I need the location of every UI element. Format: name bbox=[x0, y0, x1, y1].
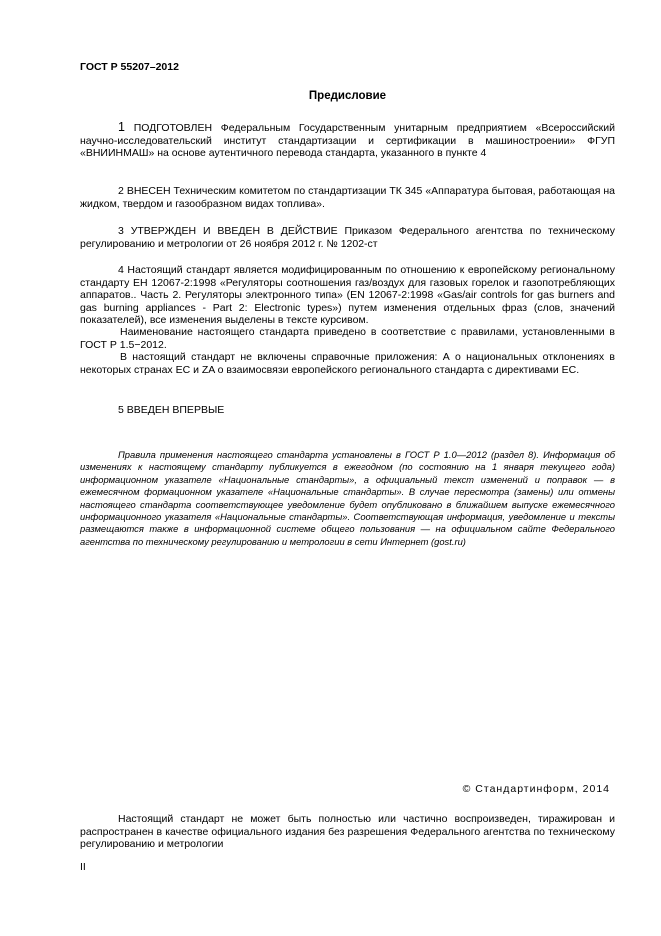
item-4-annex: В настоящий стандарт не включены справочные приложения: А о национальных отклонениях в некоторых странах ЕС и ZA о взаимосвязи европейского регионального стандарта с директивами ЕС. bbox=[80, 351, 615, 376]
item-5-text: ВВЕДЕН ВПЕРВЫЕ bbox=[123, 404, 225, 416]
item-5 bbox=[80, 404, 615, 417]
item-4-naming: Наименование настоящего стандарта приведено в соответствие с правилами, установленными в ГОСТ Р 1.5−2012. bbox=[80, 326, 615, 351]
rights-statement: Настоящий стандарт не может быть полностью или частично воспроизведен, тиражирован и распространен в качестве официального издания без разрешения Федерального агентства по техническому регулированию и метрологии bbox=[80, 813, 615, 851]
usage-notice: Правила применения настоящего стандарта установлены в ГОСТ Р 1.0—2012 (раздел 8). Информация об изменениях к настоящему стандарту публикуется в ежегодном (по состоянию на 1 января текущего года) информационном указателе «Национальные стандарты», а официальный текст изменений и поправок — в ежемесячном формационном указателе «Национальные стандарты». В случае пересмотра (замены) или отмены настоящего стандарта соответствующее уведомление будет опубликовано в ближайшем выпуске ежемесячного информационного указателя «Национальные стандарты». Соответствующая информация, уведомление и тексты размещаются также в информационной системе общего пользования — на официальном сайте Федерального агентства по техническому регулированию и метрологии в сети Интернет (gost.ru) bbox=[80, 449, 615, 547]
item-1-text: ПОДГОТОВЛЕН Федеральным Государственным унитарным предприятием «Всероссийский научно-исследовательский институт стандартизации и сертификации в машиностроении» ФГУП «ВНИИНМАШ» на основе аутентичного перевода стандарта, указанного в пункте 4 bbox=[80, 122, 615, 160]
item-5-number: 5 bbox=[118, 404, 124, 416]
page-number: II bbox=[80, 861, 86, 873]
item-1-number: 1 bbox=[118, 120, 125, 134]
page-title: Предисловие bbox=[308, 90, 387, 102]
item-4 bbox=[80, 264, 615, 327]
item-4-number: 4 bbox=[118, 264, 124, 276]
copyright: © Стандартинформ, 2014 bbox=[462, 783, 610, 795]
standard-code: ГОСТ Р 55207–2012 bbox=[80, 61, 179, 73]
item-3 bbox=[80, 225, 615, 250]
item-4-text: Настоящий стандарт является модифицированным по отношению к европейскому региональному стандарту ЕН 12067-2:1998 «Регуляторы соотношения газ/воздух для газовых горелок и газопотребляющих аппаратов.. Часть 2. Регуляторы электронного типа» (EN 12067-2:1998 «Gas/air controls for gas burners and gas burning appliances - Part 2: Electronic types») путем изменения отдельных фраз (слов, значений показателей), все изменения выделены в тексте курсивом. bbox=[80, 264, 615, 327]
item-3-number: 3 bbox=[118, 225, 124, 237]
item-2-text: ВНЕСЕН Техническим комитетом по стандартизации ТК 345 «Аппаратура бытовая, работающая на жидком, твердом и газообразном видах топлива». bbox=[80, 185, 615, 210]
item-1 bbox=[80, 121, 615, 160]
item-3-text: УТВЕРЖДЕН И ВВЕДЕН В ДЕЙСТВИЕ Приказом Федерального агентства по техническому регулированию и метрологии от 26 ноября 2012 г. № 1202-ст bbox=[80, 225, 615, 250]
item-2 bbox=[80, 185, 615, 210]
item-2-number: 2 bbox=[118, 185, 124, 197]
